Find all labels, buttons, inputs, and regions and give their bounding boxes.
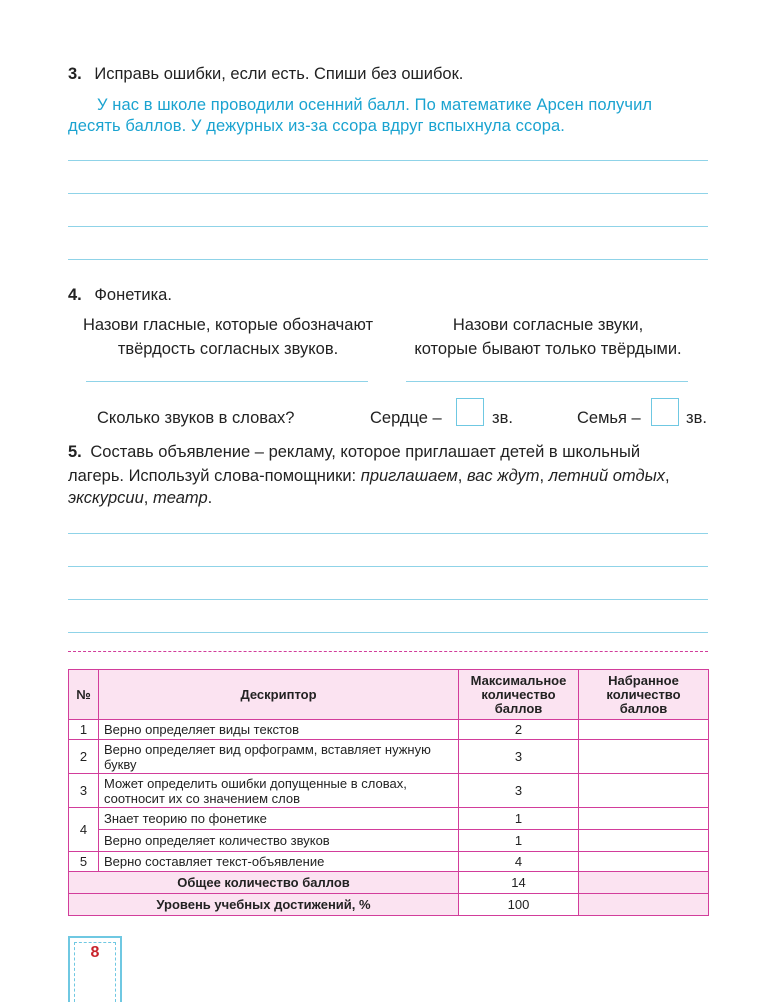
row-score-cell[interactable] <box>579 852 709 872</box>
level-label: Уровень учебных достижений, % <box>69 894 459 916</box>
task4-word1-unit: зв. <box>492 409 513 427</box>
table-total-row <box>69 872 709 894</box>
task3-number: 3. <box>68 65 82 83</box>
task4-question: Сколько звуков в словах? <box>97 409 295 427</box>
task5-sep: , <box>143 489 153 507</box>
table-row <box>69 720 709 740</box>
task5-keyword-2: вас ждут <box>466 467 540 485</box>
task4-title: Фонетика. <box>94 286 172 304</box>
task5-answer-line-3[interactable] <box>68 599 708 600</box>
row-num: 3 <box>69 774 99 808</box>
row-max: 1 <box>459 830 579 852</box>
cut-divider <box>68 651 708 652</box>
level-score-cell[interactable] <box>579 894 709 916</box>
task4-left-answer-line[interactable] <box>86 381 368 382</box>
table-header-row <box>69 670 709 720</box>
header-max: Максимальное количество баллов <box>459 670 579 720</box>
page-number-badge <box>68 936 122 1002</box>
task5-keyword-4: экскурсии <box>68 489 144 507</box>
row-score-cell[interactable] <box>579 808 709 830</box>
table-row <box>69 774 709 808</box>
task5-keyword-5: театр <box>152 489 208 507</box>
task4-word1: Сердце – <box>370 409 442 427</box>
task4-right-line2: которые бывают только твёрдыми. <box>414 340 682 358</box>
task5-sep: , <box>664 467 670 485</box>
header-num: № <box>69 670 99 720</box>
row-score-cell[interactable] <box>579 740 709 774</box>
row-descriptor: Верно определяет количество звуков <box>99 830 459 852</box>
task5-number: 5. <box>68 443 82 461</box>
task5-answer-line-4[interactable] <box>68 632 708 633</box>
row-num: 2 <box>69 740 99 774</box>
row-descriptor: Знает теорию по фонетике <box>99 808 459 830</box>
task3-answer-line-2[interactable] <box>68 193 708 194</box>
row-score-cell[interactable] <box>579 774 709 808</box>
task4-right-prompt <box>388 313 708 361</box>
task5-line2 <box>68 464 708 488</box>
task4-left-line1: Назови гласные, которые обозначают <box>82 316 374 334</box>
row-descriptor: Верно определяет виды текстов <box>99 720 459 740</box>
task3-answer-line-1[interactable] <box>68 160 708 161</box>
row-num: 5 <box>69 852 99 872</box>
row-score-cell[interactable] <box>579 830 709 852</box>
task3-instruction <box>68 62 463 86</box>
row-descriptor: Верно составляет текст-объявление <box>99 852 459 872</box>
score-table <box>68 669 709 916</box>
task5-line2-text: лагерь. Используй слова-помощники: <box>68 467 361 485</box>
task5-sep: , <box>539 467 549 485</box>
task3-answer-line-3[interactable] <box>68 226 708 227</box>
task4-word2-box[interactable] <box>651 398 679 426</box>
task4-left-prompt <box>68 313 388 361</box>
row-score-cell[interactable] <box>579 720 709 740</box>
task4-word2: Семья – <box>577 409 641 427</box>
task5-end: . <box>207 489 213 507</box>
table-row <box>69 852 709 872</box>
row-num: 4 <box>69 808 99 852</box>
row-num: 1 <box>69 720 99 740</box>
header-descriptor: Дескриптор <box>99 670 459 720</box>
row-max: 4 <box>459 852 579 872</box>
task4-heading <box>68 283 172 307</box>
page-number: 8 <box>90 944 100 961</box>
task5-keyword-1: приглашаем <box>360 467 458 485</box>
task3-text-line1: У нас в школе проводили осенний балл. По математике Арсен получил <box>97 96 653 114</box>
table-row <box>69 740 709 774</box>
row-max: 3 <box>459 740 579 774</box>
task5-keyword-3: летний отдых <box>548 467 665 485</box>
row-max: 2 <box>459 720 579 740</box>
task4-word1-box[interactable] <box>456 398 484 426</box>
task4-number: 4. <box>68 286 82 304</box>
task3-text-line2: десять баллов. У дежурных из-за ссора вдруг вспыхнула ссора. <box>68 117 565 135</box>
total-label: Общее количество баллов <box>69 872 459 894</box>
row-descriptor: Может определить ошибки допущенные в словах, соотносит их со значением слов <box>99 774 459 808</box>
task3-instruction-text: Исправь ошибки, если есть. Спиши без ошибок. <box>94 65 464 83</box>
task3-answer-line-4[interactable] <box>68 259 708 260</box>
task5-line3 <box>68 486 212 510</box>
row-max: 1 <box>459 808 579 830</box>
total-value: 14 <box>459 872 579 894</box>
table-row <box>69 808 709 830</box>
task5-answer-line-2[interactable] <box>68 566 708 567</box>
task4-left-line2: твёрдость согласных звуков. <box>117 340 339 358</box>
header-got: Набранное количество баллов <box>579 670 709 720</box>
task4-right-answer-line[interactable] <box>406 381 688 382</box>
task4-right-line1: Назови согласные звуки, <box>452 316 644 334</box>
row-max: 3 <box>459 774 579 808</box>
task5-line1 <box>68 440 708 464</box>
level-value: 100 <box>459 894 579 916</box>
task5-sep: , <box>457 467 467 485</box>
task4-word2-unit: зв. <box>686 409 707 427</box>
table-row <box>69 830 709 852</box>
row-descriptor: Верно определяет вид орфограмм, вставляет нужную букву <box>99 740 459 774</box>
task5-line1-text: Составь объявление – рекламу, которое приглашает детей в школьный <box>90 443 641 461</box>
task5-answer-line-1[interactable] <box>68 533 708 534</box>
table-level-row <box>69 894 709 916</box>
total-score-cell[interactable] <box>579 872 709 894</box>
